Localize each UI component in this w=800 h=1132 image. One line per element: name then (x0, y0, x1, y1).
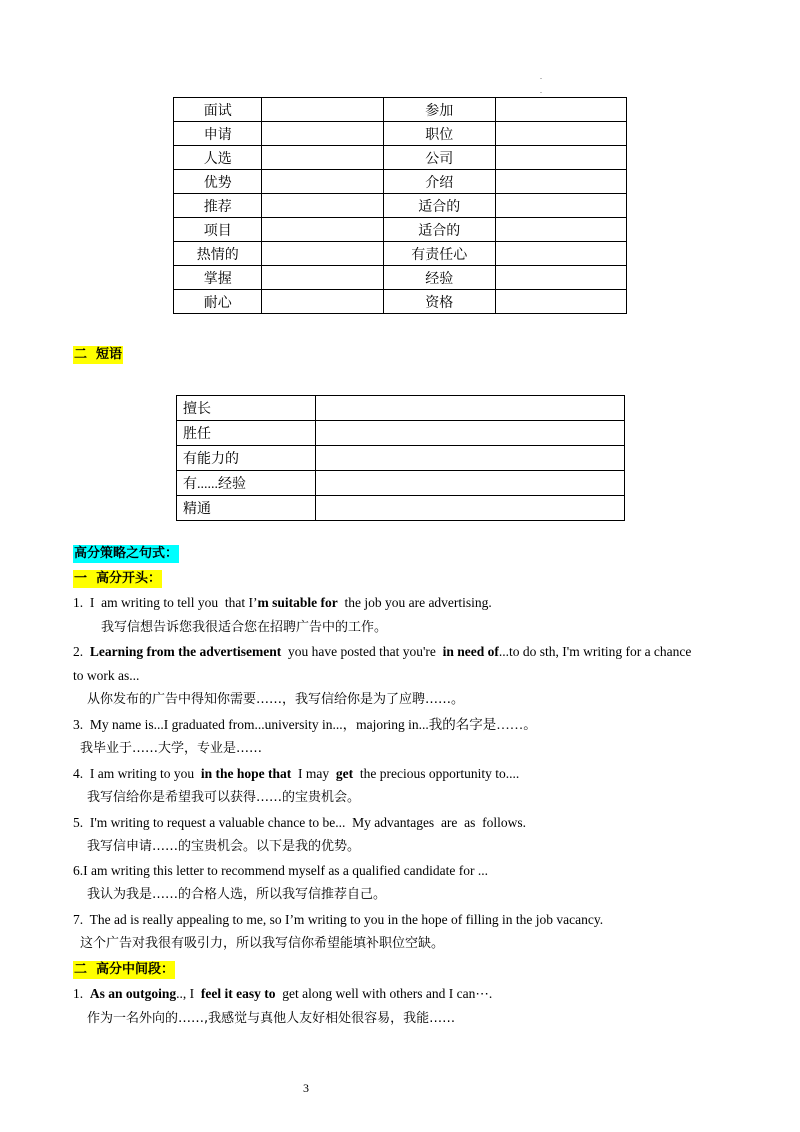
phrase-blank-cell (315, 496, 624, 521)
vocab-blank-cell (262, 170, 383, 194)
vocab-blank-cell (262, 266, 383, 290)
phrase-term-cell: 有......经验 (177, 471, 316, 496)
sentence-2-continuation: to work as... (73, 668, 140, 683)
sentence-7: 7. The ad is really appealing to me, so I’m writing to you in the hope of filling in the job vacancy. (73, 912, 604, 927)
opening-heading: 一 高分开头： (74, 571, 162, 586)
sentence-4-translation: 我写信给你是希望我可以获得……的宝贵机会。 (87, 790, 361, 805)
vocab-term-cell: 申请 (174, 122, 262, 146)
sentence-5-translation: 我写信申请……的宝贵机会。以下是我的优势。 (87, 839, 361, 854)
phrase-term-cell: 精通 (177, 496, 316, 521)
vocab-blank-cell (495, 194, 626, 218)
sentence-2-translation: 从你发布的广告中得知你需要……，我写信给你是为了应聘……。 (87, 692, 465, 707)
vocab-blank-cell (262, 98, 383, 122)
phrase-blank-cell (315, 446, 624, 471)
vocab-blank-cell (495, 146, 626, 170)
phrase-row (177, 471, 625, 496)
vocab-blank-cell (495, 170, 626, 194)
vocab-blank-cell (262, 146, 383, 170)
phrase-row (177, 421, 625, 446)
sentence-1-translation: 我写信想告诉您我很适合您在招聘广告中的工作。 (101, 620, 388, 635)
vocabulary-table (173, 97, 627, 314)
sentence-5: 5. I'm writing to request a valuable chance to be... My advantages are as follows. (73, 815, 527, 830)
sentence-3: 3. My name is...I graduated from...university in...，majoring in...我的名字是……。 (73, 717, 537, 732)
page-number: 3 (303, 1081, 309, 1095)
sentence-1: 1. I am writing to tell you that I’m suitable for the job you are advertising. (73, 595, 492, 610)
vocab-term-cell: 掌握 (174, 266, 262, 290)
phrase-row (177, 496, 625, 521)
vocab-term-cell: 面试 (174, 98, 262, 122)
phrase-term-cell: 擅长 (177, 396, 316, 421)
vocab-blank-cell (495, 122, 626, 146)
vocab-blank-cell (262, 122, 383, 146)
vocab-row (174, 266, 627, 290)
vocab-blank-cell (495, 242, 626, 266)
vocab-blank-cell (262, 290, 383, 314)
phrase-blank-cell (315, 421, 624, 446)
vocab-term-cell: 项目 (174, 218, 262, 242)
vocab-row (174, 194, 627, 218)
sentence-6: 6.I am writing this letter to recommend myself as a qualified candidate for ... (73, 863, 488, 878)
phrase-row (177, 396, 625, 421)
vocab-row (174, 170, 627, 194)
vocab-term-cell: 参加 (383, 98, 495, 122)
vocab-row (174, 218, 627, 242)
corner-marks: . . (540, 72, 542, 95)
vocab-row (174, 290, 627, 314)
sentence-3-translation: 我毕业于……大学，专业是…… (80, 741, 263, 756)
middle-heading: 二 高分中间段： (74, 962, 175, 977)
phrase-blank-cell (315, 396, 624, 421)
sentence-7-translation: 这个广告对我很有吸引力，所以我写信你希望能填补职位空缺。 (80, 936, 445, 951)
phrase-row (177, 446, 625, 471)
vocab-blank-cell (262, 242, 383, 266)
vocab-row (174, 146, 627, 170)
sentence-6-translation: 我认为我是……的合格人选，所以我写信推荐自己。 (87, 887, 387, 902)
vocab-term-cell: 适合的 (383, 218, 495, 242)
vocab-blank-cell (262, 218, 383, 242)
vocab-term-cell: 有责任心 (383, 242, 495, 266)
vocab-term-cell: 公司 (383, 146, 495, 170)
vocab-term-cell: 职位 (383, 122, 495, 146)
vocab-row (174, 98, 627, 122)
vocab-term-cell: 耐心 (174, 290, 262, 314)
sentence-4: 4. I am writing to you in the hope that I may get the precious opportunity to.... (73, 766, 520, 781)
vocab-term-cell: 介绍 (383, 170, 495, 194)
vocab-term-cell: 经验 (383, 266, 495, 290)
vocab-blank-cell (495, 266, 626, 290)
phrase-blank-cell (315, 471, 624, 496)
strategy-heading: 高分策略之句式： (74, 546, 179, 561)
vocab-row (174, 122, 627, 146)
vocab-term-cell: 人选 (174, 146, 262, 170)
vocab-blank-cell (262, 194, 383, 218)
vocab-term-cell: 资格 (383, 290, 495, 314)
vocab-blank-cell (495, 218, 626, 242)
middle-sentence-1: 1. As an outgoing.., I feel it easy to get along well with others and I can⋯. (73, 986, 493, 1001)
vocab-term-cell: 热情的 (174, 242, 262, 266)
phrase-term-cell: 有能力的 (177, 446, 316, 471)
vocab-term-cell: 优势 (174, 170, 262, 194)
vocab-term-cell: 适合的 (383, 194, 495, 218)
phrase-table (176, 395, 625, 521)
sentence-2: 2. Learning from the advertisement you have posted that you're in need of...to do sth, I'm writing for a chance (73, 644, 692, 659)
vocab-term-cell: 推荐 (174, 194, 262, 218)
vocab-row (174, 242, 627, 266)
vocab-blank-cell (495, 290, 626, 314)
phrase-term-cell: 胜任 (177, 421, 316, 446)
section-heading-phrases: 二 短语 (74, 347, 123, 362)
vocab-blank-cell (495, 98, 626, 122)
middle-sentence-1-translation: 作为一名外向的……,我感觉与真他人友好相处很容易，我能…… (87, 1011, 456, 1026)
